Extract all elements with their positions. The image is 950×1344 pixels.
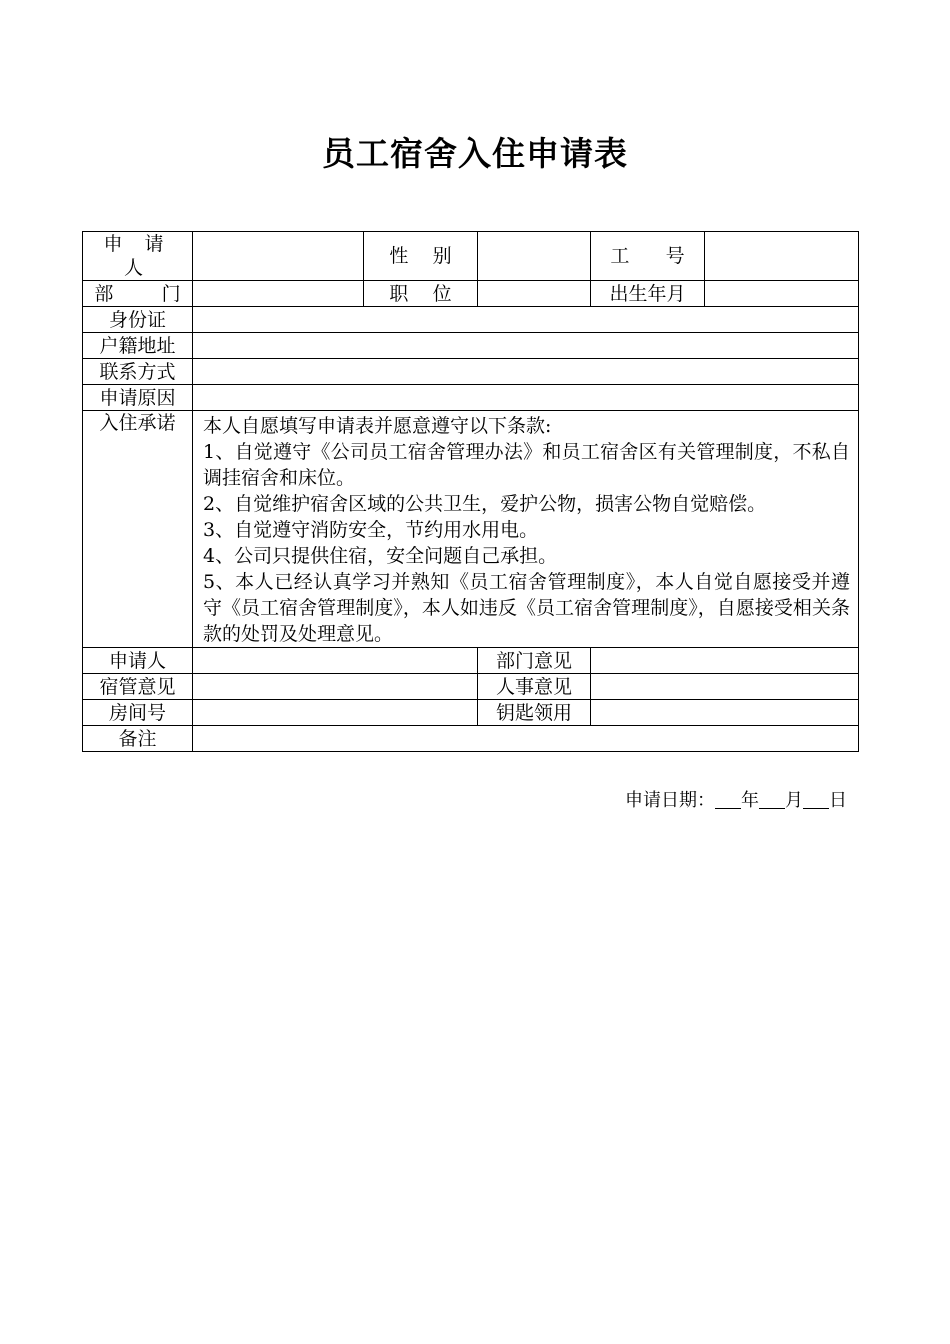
room-label: 房间号 <box>83 700 193 726</box>
room-field[interactable] <box>193 700 478 726</box>
dorm-opinion-label: 宿管意见 <box>83 674 193 700</box>
row-room <box>83 700 859 726</box>
sign-applicant-field[interactable] <box>193 648 478 674</box>
commitment-item: 4、公司只提供住宿，安全问题自己承担。 <box>203 545 558 567</box>
row-household <box>83 333 859 359</box>
day-blank[interactable] <box>803 790 829 809</box>
household-label: 户籍地址 <box>83 333 193 359</box>
row-id-card <box>83 307 859 333</box>
position-field[interactable] <box>478 281 591 307</box>
applicant-label: 申 请 人 <box>83 232 193 281</box>
id-card-field[interactable] <box>193 307 859 333</box>
month-label: 月 <box>785 790 803 811</box>
applicant-field[interactable] <box>193 232 364 281</box>
contact-label: 联系方式 <box>83 359 193 385</box>
year-label: 年 <box>741 790 759 811</box>
gender-label: 性 别 <box>364 232 478 281</box>
contact-field[interactable] <box>193 359 859 385</box>
application-date <box>625 786 847 812</box>
row-reason <box>83 385 859 411</box>
employee-no-field[interactable] <box>705 232 859 281</box>
commitment-intro: 本人自愿填写申请表并愿意遵守以下条款: <box>203 415 552 437</box>
household-field[interactable] <box>193 333 859 359</box>
row-remark <box>83 726 859 752</box>
date-label: 申请日期： <box>625 790 715 811</box>
year-blank[interactable] <box>715 790 741 809</box>
month-blank[interactable] <box>759 790 785 809</box>
remark-field[interactable] <box>193 726 859 752</box>
reason-label: 申请原因 <box>83 385 193 411</box>
key-label: 钥匙领用 <box>478 700 591 726</box>
row-dorm-opinion <box>83 674 859 700</box>
hr-opinion-label: 人事意见 <box>478 674 591 700</box>
commitment-item: 2、自觉维护宿舍区域的公共卫生，爱护公物，损害公物自觉赔偿。 <box>203 493 767 515</box>
row-sign-applicant <box>83 648 859 674</box>
dorm-opinion-field[interactable] <box>193 674 478 700</box>
reason-field[interactable] <box>193 385 859 411</box>
birth-field[interactable] <box>705 281 859 307</box>
dept-opinion-label: 部门意见 <box>478 648 591 674</box>
id-card-label: 身份证 <box>83 307 193 333</box>
commitment-item: 3、自觉遵守消防安全，节约用水用电。 <box>203 519 539 541</box>
key-field[interactable] <box>591 700 859 726</box>
remark-label: 备注 <box>83 726 193 752</box>
sign-applicant-label: 申请人 <box>83 648 193 674</box>
day-label: 日 <box>829 790 847 811</box>
birth-label: 出生年月 <box>591 281 705 307</box>
dept-opinion-field[interactable] <box>591 648 859 674</box>
row-department <box>83 281 859 307</box>
commitment-item: 5、本人已经认真学习并熟知《员工宿舍管理制度》，本人自觉自愿接受并遵守《员工宿舍管理制度》，本人如违反《员工宿舍管理制度》，自愿接受相关条款的处罚及处理意见。 <box>203 571 850 645</box>
position-label: 职 位 <box>364 281 478 307</box>
row-contact <box>83 359 859 385</box>
row-applicant <box>83 232 859 281</box>
gender-field[interactable] <box>478 232 591 281</box>
commitment-item: 1、自觉遵守《公司员工宿舍管理办法》和员工宿舍区有关管理制度，不私自调挂宿舍和床位。 <box>203 441 850 489</box>
department-field[interactable] <box>193 281 364 307</box>
department-label: 部 门 <box>83 281 193 307</box>
hr-opinion-field[interactable] <box>591 674 859 700</box>
form-title: 员工宿舍入住申请表 <box>322 134 628 173</box>
application-form-table <box>82 231 859 752</box>
commitment-text <box>193 411 859 648</box>
row-commitment <box>83 411 859 648</box>
commitment-label: 入住承诺 <box>83 411 193 648</box>
employee-no-label: 工 号 <box>591 232 705 281</box>
